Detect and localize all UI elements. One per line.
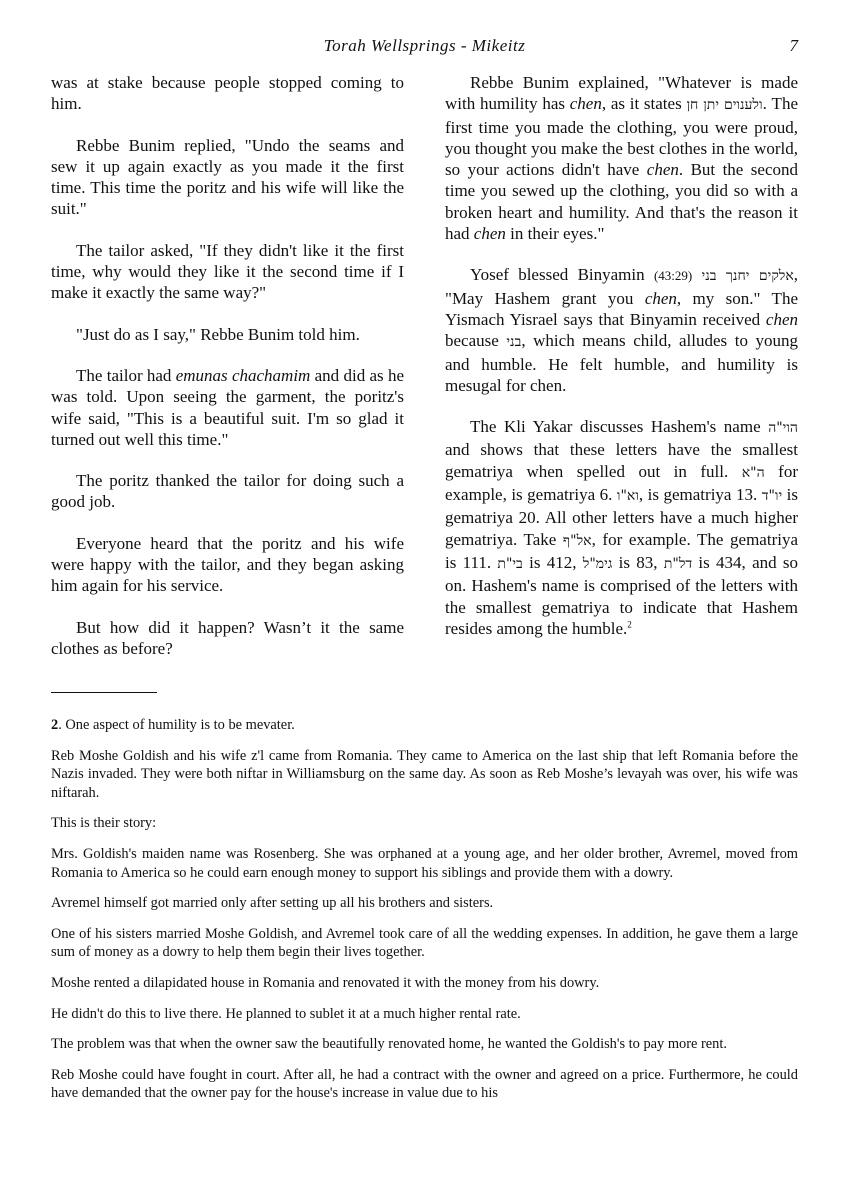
text: , is gematriya 13.: [638, 485, 762, 505]
hebrew-text: וא"ו: [616, 488, 639, 505]
text: , which means child, alludes to young and humble. He felt humble, and humility is mesugal for chen.: [445, 331, 798, 395]
hebrew-text: אל"ף: [562, 532, 592, 549]
text: , my son." The Yismach Yisrael says that Binyamin received: [445, 288, 798, 329]
footnote-paragraph: Avremel himself got married only after setting up all his brothers and sisters.: [51, 895, 494, 912]
emphasis: chen: [569, 94, 602, 114]
emphasis: chen: [644, 288, 677, 308]
paragraph: Rebbe Bunim replied, "Undo the seams and sew it up again exactly as you made it the first time. This time the poritz and his wife will like the suit.": [51, 135, 404, 219]
footnote-reference: 2: [627, 619, 632, 630]
paragraph: But how did it happen? Wasn’t it the same clothes as before?: [51, 617, 404, 658]
text: is 412,: [522, 552, 583, 572]
text: . One aspect of humility is to be mevater.: [58, 717, 295, 733]
footnote-number: 2: [51, 717, 59, 733]
paragraph: The tailor asked, "If they didn't like it the first time, why would they like it the second time if I make it exactly the same way?": [51, 240, 404, 303]
paragraph: Everyone heard that the poritz and his wife were happy with the tailor, and they began asking him again for his service.: [51, 533, 404, 596]
text: Yosef blessed Binyamin: [470, 265, 654, 285]
verse-reference: (43:29): [653, 268, 693, 284]
hebrew-text: גימ"ל: [582, 555, 613, 572]
text: Rebbe Bunim explained, "Whatever is made with humility has: [445, 73, 798, 114]
text: is 434, and so on. Hashem's name is comprised of the letters with the smallest gematriya to indicate that Hashem resides among the humble.: [445, 552, 799, 638]
emphasis: chen: [765, 309, 798, 329]
body-columns: [51, 72, 798, 672]
text: , as it states: [601, 94, 687, 114]
text: . But the second time you sewed up the clothing, you did so with a broken heart and humility. And that's the reason it had: [445, 160, 799, 244]
paragraph: [445, 416, 798, 639]
text: and did as he was told. Upon seeing the garment, the poritz's wife said, "This is a beautiful suit. I'm so glad it turned out well this time.": [51, 365, 404, 449]
footnote-paragraph: Mrs. Goldish's maiden name was Rosenberg. She was orphaned at a young age, and her older brother, Avremel, moved from Romania to America so he could earn enough money to support his siblings and provide them with a dowry.: [51, 845, 798, 881]
text: for example, is gematriya 6.: [445, 461, 798, 505]
text: because: [445, 331, 507, 351]
paragraph: "Just do as I say," Rebbe Bunim told him.: [76, 324, 360, 344]
footnotes: [51, 716, 798, 1115]
paragraph: was at stake because people stopped coming to him.: [51, 73, 404, 114]
footnote-paragraph: One of his sisters married Moshe Goldish, and Avremel took care of all the wedding expenses. In addition, he gave them a large sum of money as a dowry to help them begin their lives together.: [51, 925, 798, 961]
footnote-paragraph: [51, 716, 798, 735]
footnote-paragraph: This is their story:: [51, 815, 157, 832]
text: . The first time you made the clothing, you were proud, you thought you make the best clothes in the world, so your actions didn't have: [445, 94, 798, 180]
hebrew-text: ה"א: [741, 464, 765, 481]
footnote-paragraph: The problem was that when the owner saw the beautifully renovated home, he wanted the Goldish's to pay more rent.: [51, 1036, 727, 1053]
text: , "May Hashem grant you: [445, 265, 799, 308]
running-title: Torah Wellsprings - Mikeitz: [323, 36, 526, 55]
hebrew-text: דל"ת: [663, 555, 693, 572]
hebrew-text: בי"ת: [497, 555, 523, 572]
paragraph: [445, 264, 798, 396]
text: The tailor had: [76, 365, 176, 385]
hebrew-text: יו"ד: [761, 488, 783, 505]
hebrew-text: הוי"ה: [768, 420, 798, 437]
text: is 83,: [612, 552, 664, 572]
running-header: [51, 36, 798, 58]
page-number: 7: [789, 36, 798, 55]
hebrew-text: ולענוים יתן חן: [686, 97, 763, 114]
left-column: [51, 72, 404, 679]
text: in their eyes.": [505, 224, 605, 244]
text: is gematriya 20. All other letters have a much higher gematriya. Take: [445, 485, 798, 549]
paragraph: The poritz thanked the tailor for doing such a good job.: [51, 471, 404, 512]
emphasis: chen: [473, 224, 506, 244]
paragraph: [445, 72, 798, 244]
footnote-divider: [51, 692, 157, 693]
footnote-paragraph: He didn't do this to live there. He planned to sublet it at a much higher rental rate.: [51, 1005, 521, 1022]
text: and shows that these letters have the smallest gematriya when spelled out in full.: [445, 440, 798, 481]
footnote-paragraph: Reb Moshe Goldish and his wife z'l came from Romania. They came to America on the last ship that left Romania before the Nazis invaded. They were both niftar in Williamsburg on the same day. As soon as Reb Moshe’s levayah was over, his wife was niftarah.: [51, 747, 798, 801]
right-column: [445, 72, 798, 659]
emphasis: emunas chachamim: [175, 365, 311, 385]
footnote-paragraph: Reb Moshe could have fought in court. After all, he had a contract with the owner and agreed on a price. Furthermore, he could have demanded that the owner pay for the house's increase in value due to his: [51, 1066, 798, 1102]
footnote-paragraph: Moshe rented a dilapidated house in Romania and renovated it with the money from his dowry.: [51, 974, 600, 991]
text: The Kli Yakar discusses Hashem's name: [470, 417, 769, 437]
text: , for example. The gematriya is 111.: [445, 529, 798, 572]
hebrew-text: אלקים יחנך בני: [701, 268, 794, 285]
hebrew-text: בני: [506, 334, 522, 351]
paragraph: [51, 365, 404, 450]
emphasis: chen: [646, 160, 679, 180]
